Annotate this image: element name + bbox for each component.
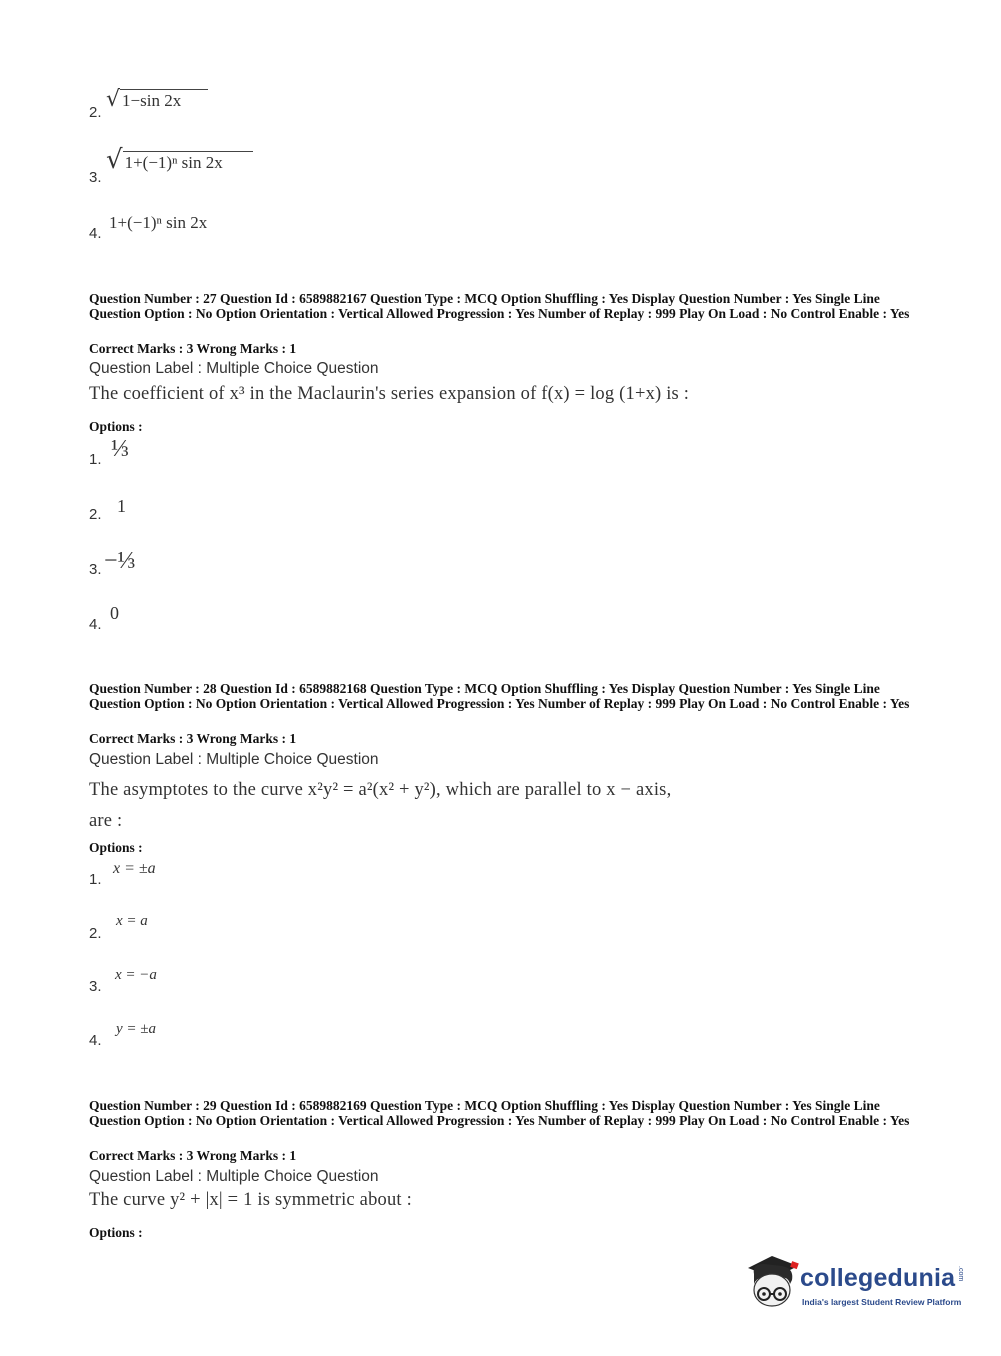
prev-option-2-number: 2. bbox=[89, 104, 102, 121]
question-27-options-heading: Options : bbox=[89, 419, 143, 434]
q27-option-1-value: ⅓ bbox=[111, 436, 129, 462]
q28-option-4-value: y = ±a bbox=[116, 1021, 157, 1037]
prev-option-4-expression: 1+(−1)ⁿ sin 2x bbox=[109, 213, 208, 232]
q28-option-4-number: 4. bbox=[89, 1032, 102, 1049]
logo-name: collegedunia bbox=[800, 1264, 956, 1292]
sqrt-symbol: √ bbox=[106, 87, 121, 113]
q28-option-1-value: x = ±a bbox=[113, 860, 156, 877]
question-29-options-heading: Options : bbox=[89, 1225, 143, 1240]
q27-option-4-number: 4. bbox=[89, 616, 102, 633]
question-29-meta: Question Number : 29 Question Id : 6589882169 Question Type : MCQ Option Shuffling : Yes Display Question Number : Yes Single Line Question Option : No Option Orientation : Vertical Allowed Progression : Yes Number of Replay : 999 Play On Load : No Control Enable : Yes bbox=[89, 1098, 910, 1128]
question-28-label: Question Label : Multiple Choice Question bbox=[89, 751, 379, 768]
question-28-text: The asymptotes to the curve x²y² = a²(x² + y²), which are parallel to x − axis, bbox=[89, 780, 672, 800]
question-29-marks: Correct Marks : 3 Wrong Marks : 1 bbox=[89, 1148, 297, 1163]
prev-option-3-number: 3. bbox=[89, 169, 102, 186]
question-27-label: Question Label : Multiple Choice Question bbox=[89, 360, 379, 377]
q27-option-3-value: −⅓ bbox=[104, 548, 136, 574]
logo-tagline: India's largest Student Review Platform bbox=[802, 1297, 962, 1307]
question-28-marks: Correct Marks : 3 Wrong Marks : 1 bbox=[89, 731, 297, 746]
prev-option-4-number: 4. bbox=[89, 225, 102, 242]
q28-option-2-number: 2. bbox=[89, 925, 102, 942]
radicand: 1+(−1)ⁿ sin 2x bbox=[123, 151, 253, 173]
question-27-meta: Question Number : 27 Question Id : 6589882167 Question Type : MCQ Option Shuffling : Yes Display Question Number : Yes Single Line Question Option : No Option Orientation : Vertical Allowed Progression : Yes Number of Replay : 999 Play On Load : No Control Enable : Yes bbox=[89, 291, 910, 321]
q27-option-1-number: 1. bbox=[89, 451, 102, 468]
q27-option-2-value: 1 bbox=[117, 496, 126, 516]
q27-option-3-number: 3. bbox=[89, 561, 102, 578]
radicand: 1−sin 2x bbox=[120, 89, 208, 111]
collegedunia-logo bbox=[742, 1250, 972, 1320]
prev-option-2-expression bbox=[106, 89, 208, 111]
question-29-text: The curve y² + |x| = 1 is symmetric about : bbox=[89, 1190, 412, 1210]
q28-option-1-number: 1. bbox=[89, 871, 102, 888]
sqrt-symbol: √ bbox=[106, 145, 123, 175]
prev-option-3-expression bbox=[106, 147, 253, 173]
q27-option-4-value: 0 bbox=[110, 603, 119, 623]
logo-suffix: .com bbox=[957, 1266, 964, 1282]
question-28-options-heading: Options : bbox=[89, 840, 143, 855]
question-28-text-continued: are : bbox=[89, 811, 123, 831]
q28-option-3-number: 3. bbox=[89, 978, 102, 995]
question-29-label: Question Label : Multiple Choice Question bbox=[89, 1168, 379, 1185]
q27-option-2-number: 2. bbox=[89, 506, 102, 523]
q28-option-3-value: x = −a bbox=[115, 967, 157, 983]
question-27-marks: Correct Marks : 3 Wrong Marks : 1 bbox=[89, 341, 297, 356]
q28-option-2-value: x = a bbox=[116, 913, 148, 929]
mascot-icon bbox=[742, 1250, 802, 1312]
question-28-meta: Question Number : 28 Question Id : 6589882168 Question Type : MCQ Option Shuffling : Yes Display Question Number : Yes Single Line Question Option : No Option Orientation : Vertical Allowed Progression : Yes Number of Replay : 999 Play On Load : No Control Enable : Yes bbox=[89, 681, 910, 711]
question-27-text: The coefficient of x³ in the Maclaurin's series expansion of f(x) = log (1+x) is : bbox=[89, 384, 690, 404]
